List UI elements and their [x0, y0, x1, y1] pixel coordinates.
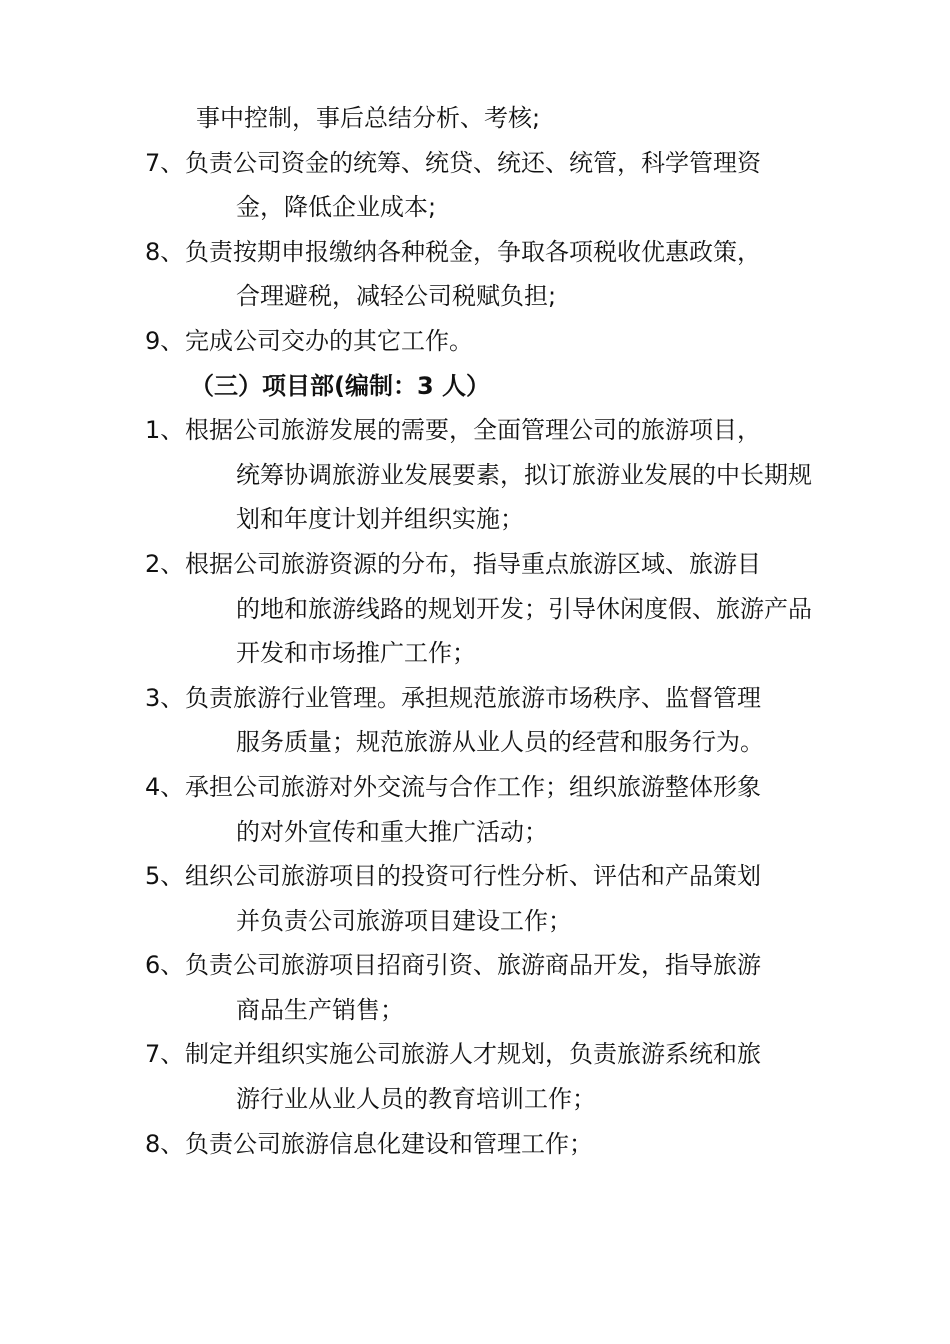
- item-text: [185, 943, 825, 1032]
- item-text: [185, 542, 825, 676]
- item-text: [185, 1032, 825, 1121]
- list-item: [145, 854, 825, 943]
- item-text: [185, 854, 825, 943]
- item-text-line: 负责按期申报缴纳各种税金，争取各项税收优惠政策，: [185, 237, 761, 266]
- item-text-line: 承担公司旅游对外交流与合作工作；组织旅游整体形象: [185, 772, 761, 801]
- item-number: 8、: [145, 237, 185, 266]
- item-text-line: 负责公司旅游项目招商引资、旅游商品开发，指导旅游: [185, 951, 761, 980]
- item-text-line: 游行业从业人员的教育培训工作；: [236, 1085, 596, 1114]
- item-text-line: 根据公司旅游资源的分布，指导重点旅游区域、旅游目: [185, 549, 761, 578]
- item-text: [185, 676, 825, 765]
- finance-duty-list: [145, 141, 825, 364]
- item-text-line: 组织公司旅游项目的投资可行性分析、评估和产品策划: [185, 862, 761, 891]
- project-duty-list: [145, 408, 825, 1166]
- item-number: 4、: [145, 772, 185, 801]
- item-text-line: 统筹协调旅游业发展要素，拟订旅游业发展的中长期规: [236, 460, 812, 489]
- item-number: 2、: [145, 549, 185, 578]
- item-text: [185, 319, 825, 364]
- item-number: 7、: [145, 148, 185, 177]
- item-text-line: 根据公司旅游发展的需要，全面管理公司的旅游项目，: [185, 416, 761, 445]
- item-text-line: 服务质量；规范旅游从业人员的经营和服务行为。: [236, 728, 764, 757]
- section-heading: （三）项目部(编制：3 人）: [190, 371, 491, 400]
- item-text: [185, 1122, 825, 1167]
- list-item: [145, 319, 825, 364]
- item-number: 9、: [145, 326, 185, 355]
- item-text-line: 划和年度计划并组织实施；: [236, 505, 524, 534]
- list-item: [145, 765, 825, 854]
- item-text: [185, 141, 825, 230]
- item-number: 5、: [145, 862, 185, 891]
- item-text: [185, 765, 825, 854]
- item-text-line: 并负责公司旅游项目建设工作；: [236, 906, 572, 935]
- item-number: 6、: [145, 951, 185, 980]
- list-item: [145, 1032, 825, 1121]
- item-number: 8、: [145, 1129, 185, 1158]
- list-item: [145, 676, 825, 765]
- list-item: [145, 230, 825, 319]
- item-text-line: 开发和市场推广工作；: [236, 639, 476, 668]
- item-text: [185, 230, 825, 319]
- list-item: [145, 542, 825, 676]
- item-text-line: 完成公司交办的其它工作。: [185, 326, 473, 355]
- item-text-line: 负责公司旅游信息化建设和管理工作；: [185, 1129, 593, 1158]
- document-page: [145, 96, 825, 1166]
- item-text-line: 的地和旅游线路的规划开发；引导休闲度假、旅游产品: [236, 594, 812, 623]
- list-item: [145, 943, 825, 1032]
- item-number: 3、: [145, 683, 185, 712]
- item-text-line: 金，降低企业成本;: [236, 193, 437, 222]
- item-number: 1、: [145, 416, 185, 445]
- list-item: [145, 1122, 825, 1167]
- item-text-line: 负责旅游行业管理。承担规范旅游市场秩序、监督管理: [185, 683, 761, 712]
- lead-continuation-line: 事中控制，事后总结分析、考核;: [196, 104, 541, 132]
- item-text-line: 制定并组织实施公司旅游人才规划，负责旅游系统和旅: [185, 1040, 761, 1069]
- item-text: [185, 408, 825, 542]
- item-text-line: 负责公司资金的统筹、统贷、统还、统管，科学管理资: [185, 148, 761, 177]
- item-text-line: 的对外宣传和重大推广活动；: [236, 817, 548, 846]
- list-item: [145, 408, 825, 542]
- list-item: [145, 141, 825, 230]
- item-number: 7、: [145, 1040, 185, 1069]
- item-text-line: 商品生产销售；: [236, 995, 404, 1024]
- item-text-line: 合理避税，减轻公司税赋负担;: [236, 282, 557, 311]
